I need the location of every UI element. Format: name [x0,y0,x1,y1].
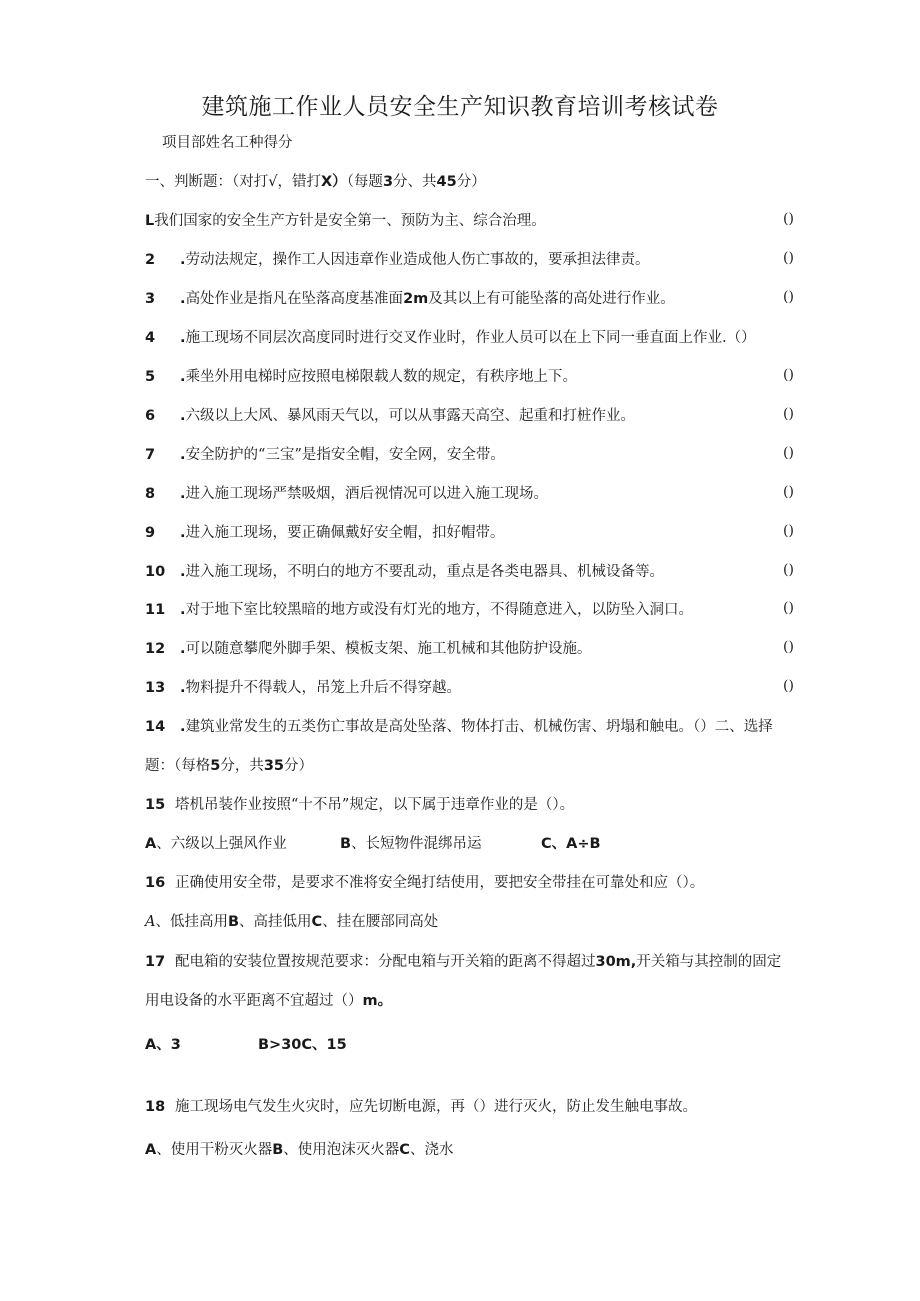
answer-blank-1: () [783,211,794,227]
question-3: 3 .高处作业是指凡在坠落高度基准面2m及其以上有可能坠落的高处进行作业。 [145,291,675,307]
question-13: 13 .物料提升不得载人，吊笼上升后不得穿越。 [145,680,462,696]
section2-heading: 题：（每格5分，共35分） [145,758,314,774]
answer-blank-2: () [783,250,794,266]
question-7: 7 .安全防护的“三宝”是指安全帽，安全网，安全带。 [145,447,505,463]
answer-blank-3: () [783,289,794,305]
info-line: 项目部姓名工种得分 [162,135,293,151]
answer-blank-13: () [783,678,794,694]
section1-heading: 一、判断题：（对打√，错打X）（每题3分、共45分） [145,174,486,190]
answer-blank-11: () [783,600,794,616]
question-16: 16 正确使用安全带，是要求不准将安全绳打结使用，要把安全带挂在可靠处和应（）。 [145,875,705,891]
question-11: 11 .对于地下室比较黑暗的地方或没有灯光的地方，不得随意进入，以防坠入洞口。 [145,602,694,618]
question-15: 15 塔机吊装作业按照“十不吊”规定，以下属于违章作业的是（）。 [145,797,575,813]
answer-blank-10: () [783,562,794,578]
question-10: 10 .进入施工现场，不明白的地方不要乱动，重点是各类电器具、机械设备等。 [145,564,665,580]
question-14: 14 .建筑业常发生的五类伤亡事故是高处坠落、物体打击、机械伤害、坍塌和触电。（）二、选择 [145,719,773,735]
answer-blank-5: () [783,367,794,383]
answer-blank-12: () [783,639,794,655]
answer-blank-7: () [783,445,794,461]
answer-blank-8: () [783,484,794,500]
question-15-option-b: B、长短物件混绑吊运 [340,836,482,852]
question-17-option-a: A、3 [145,1037,181,1053]
question-12: 12 .可以随意攀爬外脚手架、模板支架、施工机械和其他防护设施。 [145,641,592,657]
question-18-options: A、使用干粉灭火器B、使用泡沫灭火器C、浇水 [145,1142,454,1158]
question-1: L我们国家的安全生产方针是安全第一、预防为主、综合治理。 [145,213,546,229]
question-2: 2 .劳动法规定，操作工人因违章作业造成他人伤亡事故的，要承担法律责。 [145,252,650,268]
question-17-line2: 用电设备的水平距离不宜超过（）m。 [145,993,393,1009]
question-17: 17 配电箱的安装位置按规范要求：分配电箱与开关箱的距离不得超过30m,开关箱与其控制的固定 [145,954,782,970]
question-8: 8 .进入施工现场严禁吸烟，酒后视情况可以进入施工现场。 [145,486,549,502]
page-title: 建筑施工作业人员安全生产知识教育培训考核试卷 [201,94,719,120]
question-15-option-a: A、六级以上强风作业 [145,836,287,852]
question-17-option-b: B>30C、15 [258,1037,347,1053]
question-9: 9 .进入施工现场，要正确佩戴好安全帽，扣好帽带。 [145,525,505,541]
answer-blank-9: () [783,523,794,539]
question-5: 5 .乘坐外用电梯时应按照电梯限载人数的规定，有秩序地上下。 [145,369,578,385]
question-18: 18 施工现场电气发生火灾时，应先切断电源，再（）进行灭火，防止发生触电事故。 [145,1099,697,1115]
question-15-option-c: C、A÷B [541,836,601,852]
question-4: 4 .施工现场不同层次高度同时进行交叉作业时，作业人员可以在上下同一垂直面上作业.（） [145,330,756,346]
question-16-options: A、低挂高用B、高挂低用C、挂在腰部同高处 [145,914,439,930]
answer-blank-6: () [783,406,794,422]
question-6: 6 .六级以上大风、暴风雨天气以，可以从事露天高空、起重和打桩作业。 [145,408,636,424]
